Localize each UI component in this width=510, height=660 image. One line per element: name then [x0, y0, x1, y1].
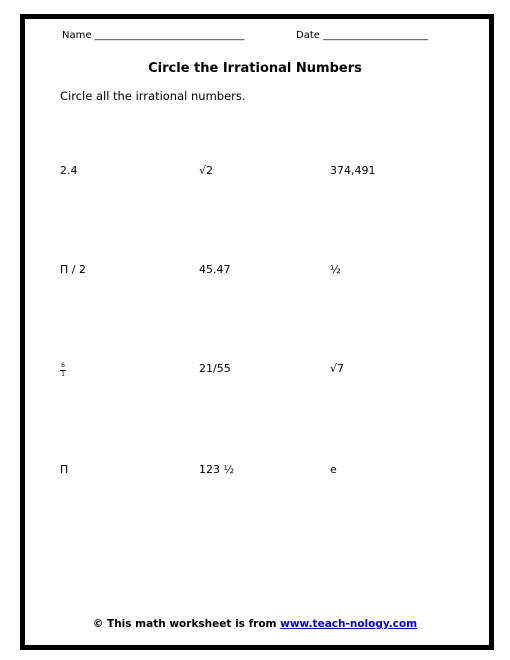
instructions: Circle all the irrational numbers.: [60, 89, 246, 103]
worksheet-border: [20, 14, 494, 650]
number-item[interactable]: 374,491: [330, 164, 376, 177]
number-item-fraction[interactable]: [60, 357, 66, 378]
number-item[interactable]: √7: [330, 362, 345, 375]
number-item[interactable]: 21/55: [199, 362, 231, 375]
footer: [0, 618, 510, 630]
name-field: Name ______________________________: [62, 30, 245, 41]
number-item[interactable]: 123 ½: [199, 463, 235, 476]
number-item[interactable]: 45.47: [199, 263, 231, 276]
number-item[interactable]: Π: [60, 463, 69, 476]
stacked-fraction: [60, 363, 66, 378]
footer-text: © This math worksheet is from: [92, 618, 281, 630]
worksheet-title: Circle the Irrational Numbers: [148, 61, 362, 76]
number-item[interactable]: √2: [199, 164, 214, 177]
fraction-numerator: 6: [61, 362, 65, 369]
footer-link[interactable]: www.teach-nology.com: [280, 618, 418, 630]
number-item[interactable]: 2.4: [60, 164, 78, 177]
number-item[interactable]: Π / 2: [60, 263, 86, 276]
fraction-denominator: 1: [61, 371, 65, 378]
number-item[interactable]: ½: [330, 263, 341, 276]
number-item[interactable]: e: [330, 463, 337, 476]
date-field: Date _____________________: [296, 30, 429, 41]
